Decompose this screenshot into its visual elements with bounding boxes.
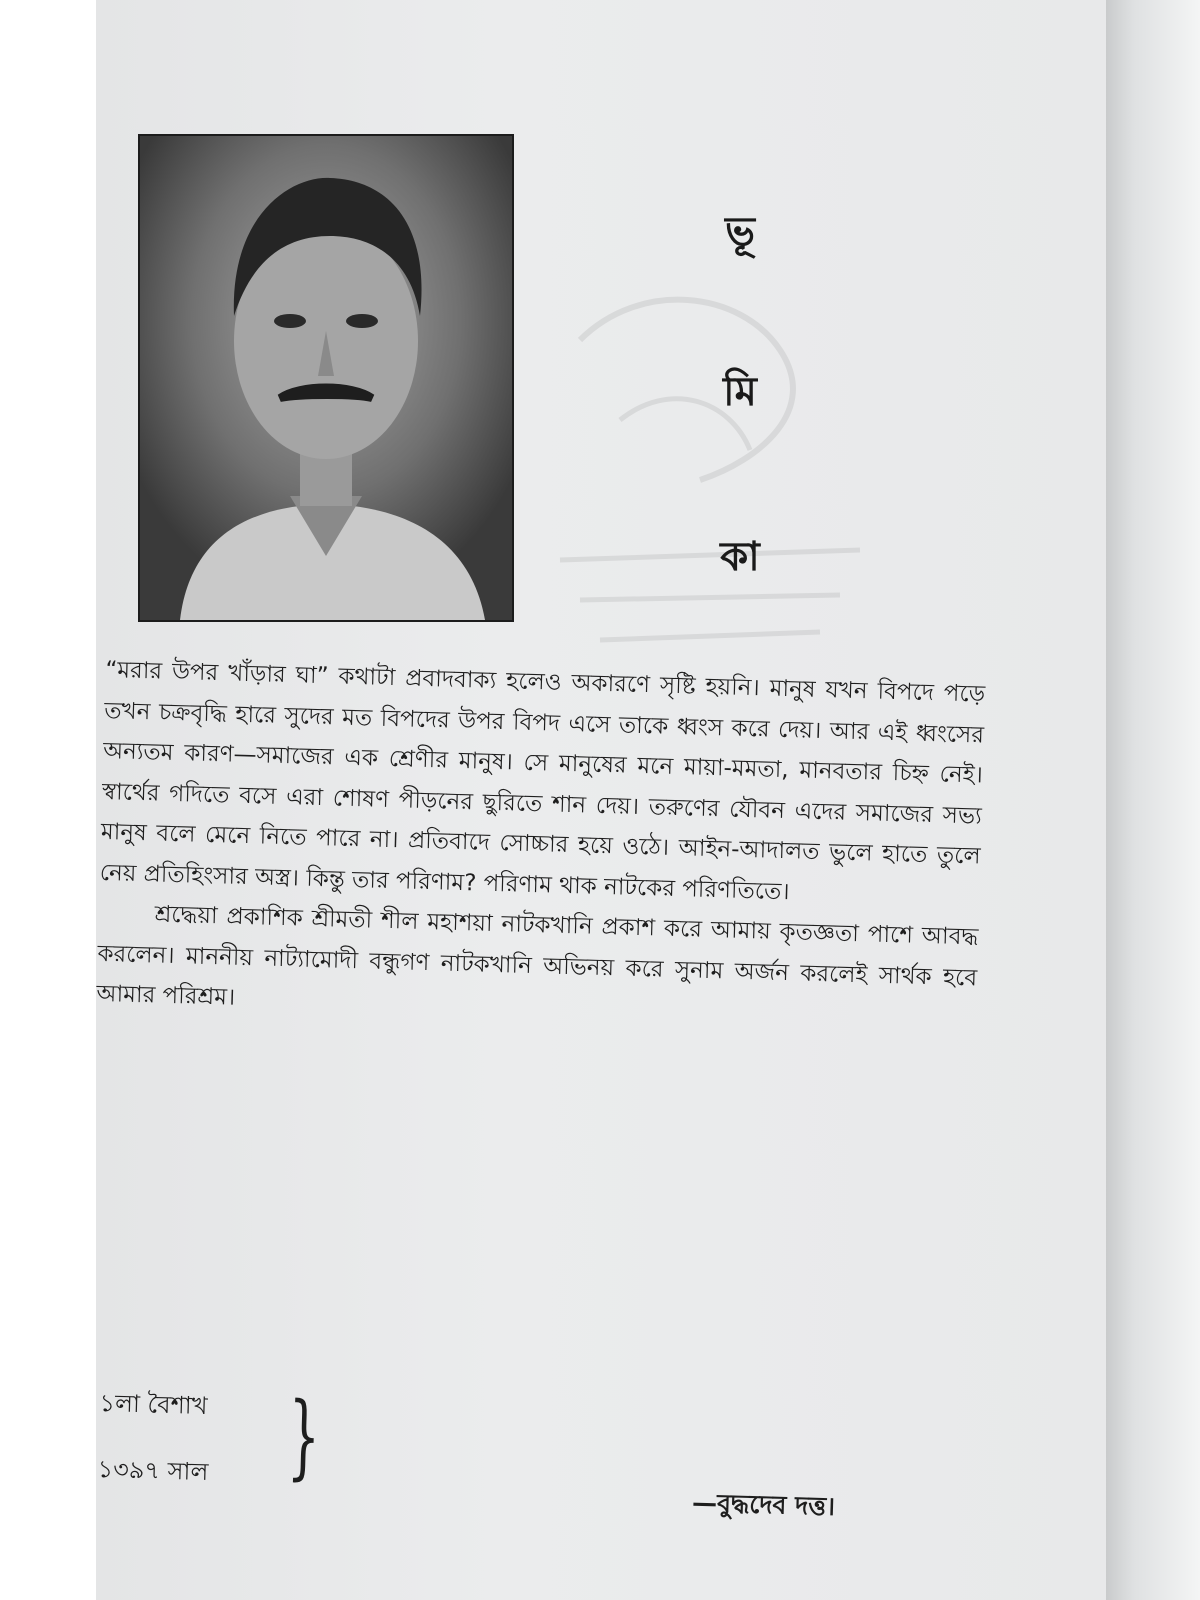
heading-vertical: [700, 200, 780, 600]
portrait-silhouette: [140, 136, 512, 620]
date-day: ১লা বৈশাখ: [99, 1388, 208, 1421]
next-page-edge: [1106, 0, 1200, 1600]
paragraph-2: শ্রদ্ধেয়া প্রকাশিক শ্রীমতী শীল মহাশয়া নাটকখানি প্রকাশ করে আমায় কৃতজ্ঞতা পাশে আবদ্ধ করলেন। মাননীয় নাট্যামোদী বন্ধুগণ নাটকখানি অভিনয় করে সুনাম অর্জন করলেই সার্থক হবে আমার পরিশ্রম।: [96, 901, 979, 1011]
background-left: [0, 0, 96, 1600]
heading-char-3: কা: [720, 534, 760, 580]
heading-char-2: মি: [723, 369, 757, 415]
preface-text: [96, 650, 986, 1039]
curly-brace: }: [286, 1382, 322, 1491]
heading-char-1: ভূ: [725, 209, 755, 255]
paragraph-1: “মরার উপর খাঁড়ার ঘা” কথাটা প্রবাদবাক্য হলেও অকারণে সৃষ্টি হয়নি। মানুষ যখন বিপদে পড়ে তখন চক্রবৃদ্ধি হারে সুদের মত বিপদের উপর বিপদ এসে তাকে ধ্বংস করে দেয়। আর এই ধ্বংসের অন্যতম কারণ—সমাজের এক শ্রেণীর মানুষ। সে মানুষের মনে মায়া-মমতা, মানবতার চিহ্ন নেই। স্বার্থের গদিতে বসে এরা শোষণ পীড়নের ছুরিতে শান দেয়। তরুণের যৌবন এদের সমাজের সভ্য মানুষ বলে মেনে নিতে পারে না। প্রতিবাদে সোচ্চার হয়ে ওঠে। আইন-আদালত ভুলে হাতে তুলে নেয় প্রতিহিংসার অস্ত্র। কিন্তু তার পরিণাম? পরিণাম থাক নাটকের পরিণতিতে।: [99, 656, 986, 905]
author-signature: —বুদ্ধদেব দত্ত।: [691, 1488, 836, 1521]
date-year: ১৩৯৭ সাল: [97, 1454, 209, 1487]
date-block: [97, 1382, 322, 1501]
author-portrait-photo: [138, 134, 514, 622]
